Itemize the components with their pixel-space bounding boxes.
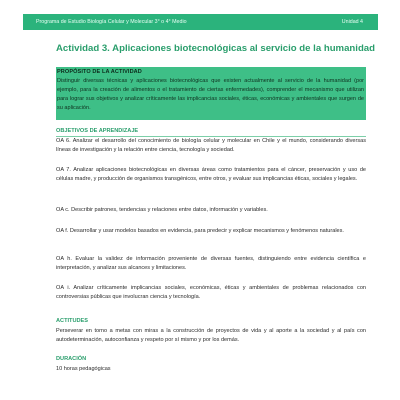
objective-item: OA 7. Analizar aplicaciones biotecnológicas en diversas áreas como tratamientos para el cáncer, preservación y uso de células madre, y producción de organismos transgénicos, entre otros, y evaluar sus implicancias éticas, sociales y legales. <box>56 167 366 182</box>
purpose-box <box>56 67 366 120</box>
objectives-heading: OBJETIVOS DE APRENDIZAJE <box>56 128 139 134</box>
objective-item: OA c. Describir patrones, tendencias y relaciones entre datos, información y variables. <box>56 207 268 213</box>
attitudes-heading: ACTITUDES <box>56 318 89 324</box>
purpose-heading: PROPÓSITO DE LA ACTIVIDAD <box>57 69 142 75</box>
program-name: Programa de Estudio Biología Celular y Molecular 3° o 4° Medio <box>36 19 187 25</box>
objective-item: OA i. Analizar críticamente implicancias sociales, económicas, éticas y ambientales de problemas relacionados con controversias públicas que involucran ciencia y tecnología. <box>56 285 366 300</box>
attitudes-text: Perseverar en torno a metas con miras a la construcción de proyectos de vida y al aporte a la sociedad y al país con autodeterminación, autoconfianza y respeto por sí mismo y por los demás. <box>56 328 366 343</box>
page-header <box>23 14 378 30</box>
objective-item: OA h. Evaluar la validez de información proveniente de diversas fuentes, distinguiendo entre evidencia científica e interpretación, y analizar sus alcances y limitaciones. <box>56 256 366 271</box>
objective-item: OA 6. Analizar el desarrollo del conocimiento de biología celular y molecular en Chile y el mundo, considerando diversas líneas de investigación y la relación entre ciencia, tecnología y sociedad. <box>56 138 366 153</box>
duration-heading: DURACIÓN <box>56 356 87 362</box>
purpose-text: Distinguir diversas técnicas y aplicaciones biotecnológicas que existen actualmente al servicio de la humanidad (por ejemplo, para la creación de alimentos o el tratamiento de ciertas enfermedades), comprender el mecanismo que utilizan para lograr sus objetivos y analizar críticamente las implicancias sociales, éticas, económicas y ambientales que surgen de su aplicación. <box>57 77 364 111</box>
duration-text: 10 horas pedagógicas <box>56 366 111 372</box>
objective-item: OA f. Desarrollar y usar modelos basados en evidencia, para predecir y explicar mecanismos y fenómenos naturales. <box>56 228 344 234</box>
unit-label: Unidad 4 <box>341 19 363 25</box>
page-title: Actividad 3. Aplicaciones biotecnológicas al servicio de la humanidad <box>56 43 375 54</box>
